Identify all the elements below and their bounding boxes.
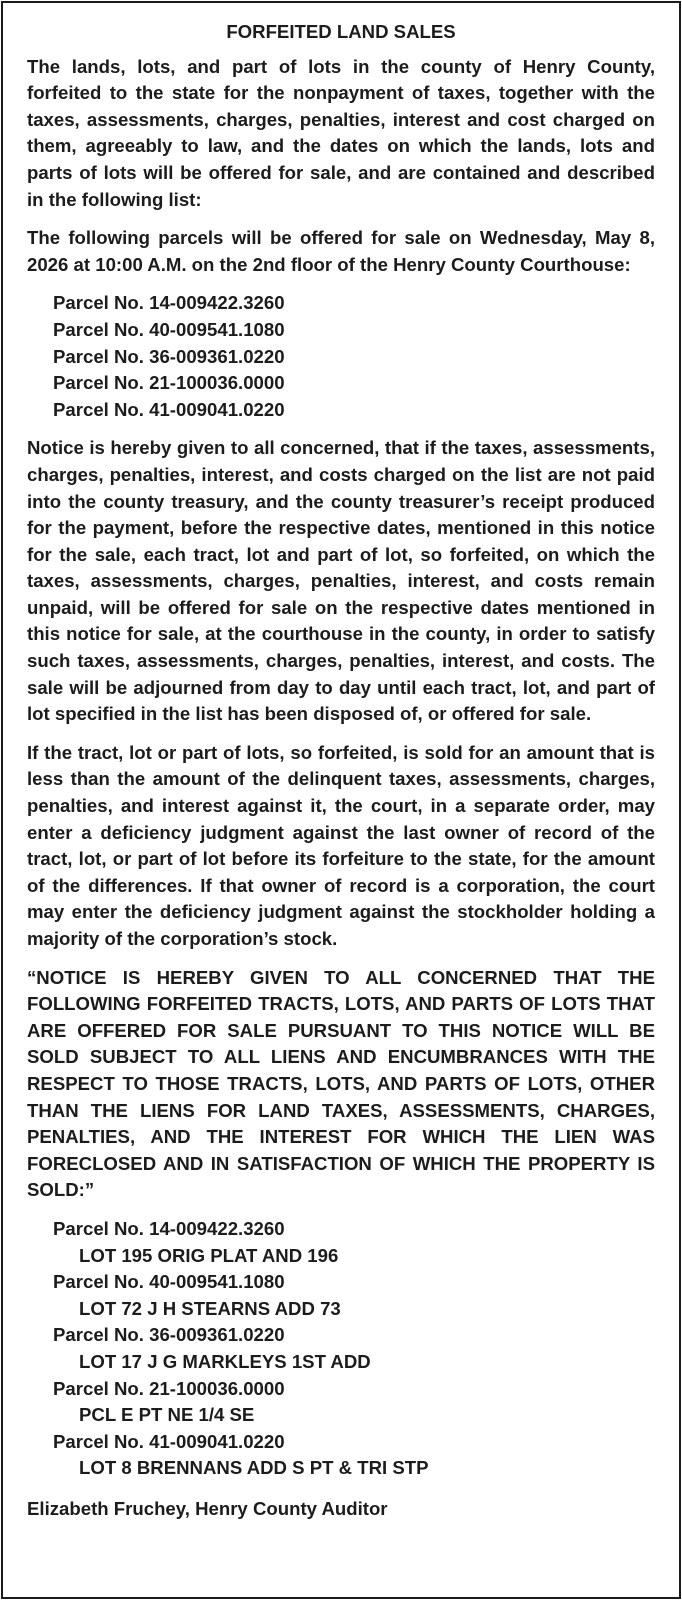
parcel-number: Parcel No. 36-009361.0220 xyxy=(53,1324,285,1346)
notice-paragraph: Notice is hereby given to all concerned, that if the taxes, assessments, charges, penalties, interest, and costs charged on the list are not paid into the county treasury, and the county treasurer’s receipt produced for the payment, before the respective dates, mentioned in this notice for the sale, each tract, lot and part of lot, so forfeited, on which the taxes, assessments, charges, penalties, interest, and costs remain unpaid, will be offered for sale on the respective dates mentioned in this notice for sale, at the courthouse in the county, in order to satisfy such taxes, assessments, charges, penalties, interest, and costs. The sale will be adjourned from day to day until each tract, lot, and part of lot specified in the list has been disposed of, or offered for sale. xyxy=(27,437,655,725)
parcel-description: LOT 72 J H STEARNS ADD 73 xyxy=(79,1297,341,1319)
parcel-list xyxy=(27,290,655,423)
parcel-description-item xyxy=(27,1429,655,1482)
liens-notice-paragraph: “NOTICE IS HEREBY GIVEN TO ALL CONCERNED THAT THE FOLLOWING FORFEITED TRACTS, LOTS, AND PARTS OF LOTS THAT ARE OFFERED FOR SALE PURSUANT TO THIS NOTICE WILL BE SOLD SUBJECT TO ALL LIENS AND ENCUMBRANCES WITH THE RESPECT TO THOSE TRACTS, LOTS, AND PARTS OF LOTS, OTHER THAN THE LIENS FOR LAND TAXES, ASSESSMENTS, CHARGES, PENALTIES, AND THE INTEREST FOR WHICH THE LIEN WAS FORECLOSED AND IN SATISFACTION OF WHICH THE PROPERTY IS SOLD:” xyxy=(27,966,655,1201)
parcel-description: LOT 17 J G MARKLEYS 1ST ADD xyxy=(79,1350,371,1372)
parcel-description-item xyxy=(27,1269,655,1322)
notice-title: FORFEITED LAND SALES xyxy=(226,21,456,42)
legal-notice xyxy=(1,1,681,1599)
parcel-number: Parcel No. 40-009541.1080 xyxy=(53,1271,285,1293)
parcel-description-item xyxy=(27,1322,655,1375)
parcel-item: Parcel No. 40-009541.1080 xyxy=(53,318,285,340)
parcel-description-list xyxy=(27,1216,655,1482)
parcel-description-item xyxy=(27,1376,655,1429)
parcel-description: PCL E PT NE 1/4 SE xyxy=(79,1404,255,1426)
parcel-description: LOT 8 BRENNANS ADD S PT & TRI STP xyxy=(79,1457,429,1479)
parcel-number: Parcel No. 21-100036.0000 xyxy=(53,1377,285,1399)
parcel-item: Parcel No. 41-009041.0220 xyxy=(53,398,285,420)
parcel-item: Parcel No. 36-009361.0220 xyxy=(53,345,285,367)
parcel-description-item xyxy=(27,1216,655,1269)
parcel-number: Parcel No. 14-009422.3260 xyxy=(53,1217,285,1239)
parcel-description: LOT 195 ORIG PLAT AND 196 xyxy=(79,1244,339,1266)
intro-paragraph: The lands, lots, and part of lots in the county of Henry County, forfeited to the state for the nonpayment of taxes, together with the taxes, assessments, charges, penalties, interest and cost charged on them, agreeably to law, and the dates on which the lands, lots and parts of lots will be offered for sale, and are contained and described in the following list: xyxy=(27,55,655,210)
auditor-signature: Elizabeth Fruchey, Henry County Auditor xyxy=(27,1497,388,1519)
sale-info-paragraph: The following parcels will be offered for sale on Wednesday, May 8, 2026 at 10:00 A.M. on the 2nd floor of the Henry County Courthouse: xyxy=(27,227,655,275)
parcel-item: Parcel No. 14-009422.3260 xyxy=(53,292,285,314)
parcel-number: Parcel No. 41-009041.0220 xyxy=(53,1430,285,1452)
parcel-item: Parcel No. 21-100036.0000 xyxy=(53,372,285,394)
deficiency-paragraph: If the tract, lot or part of lots, so forfeited, is sold for an amount that is less than the amount of the delinquent taxes, assessments, charges, penalties, and interest against it, the court, in a separate order, may enter a deficiency judgment against the last owner of record of the tract, lot, or part of lot before its forfeiture to the state, for the amount of the differences. If that owner of record is a corporation, the court may enter the deficiency judgment against the stockholder holding a majority of the corporation’s stock. xyxy=(27,741,655,949)
